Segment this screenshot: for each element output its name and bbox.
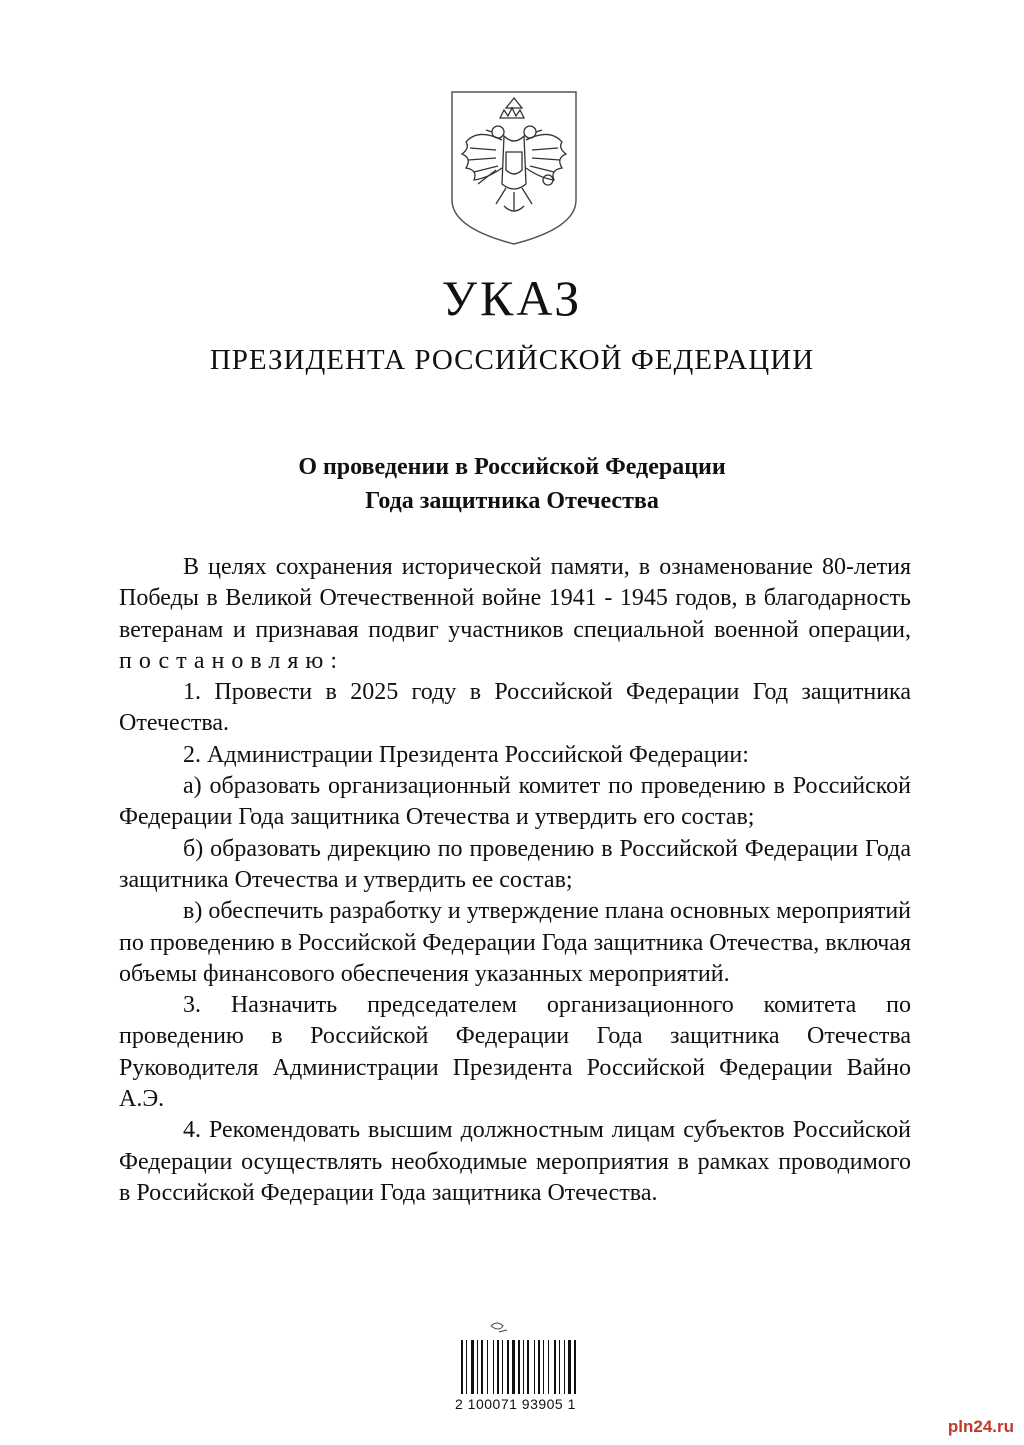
- coat-of-arms-icon: [448, 88, 580, 246]
- heading-line-2: Года защитника Отечества: [365, 488, 659, 514]
- barcode-bar: [523, 1340, 524, 1394]
- decree-body: [119, 552, 911, 1209]
- barcode-bar: [487, 1340, 488, 1394]
- watermark: pln24.ru: [944, 1415, 1018, 1439]
- preamble-paragraph: [119, 552, 911, 677]
- barcode-bar: [568, 1340, 571, 1394]
- paragraph-3: 3. Назначить председателем организационного комитета по проведению в Российской Федерации Года защитника Отечества Руководителя Администрации Президента Российской Федерации Вайно А.Э.: [119, 992, 911, 1113]
- preamble-text: В целях сохранения исторической памяти, в ознаменование 80-летия Победы в Великой Отечественной войне 1941 - 1945 годов, в благодарность ветеранам и признавая подвиг участников специальной военной операции,: [119, 554, 911, 643]
- barcode-bar: [507, 1340, 509, 1394]
- decree-heading: [0, 450, 1024, 518]
- barcode-bar: [481, 1340, 483, 1394]
- barcode-number: 2 100071 93905 1: [455, 1396, 576, 1412]
- paragraph-2a: а) образовать организационный комитет по проведению в Российской Федерации Года защитника Отечества и утвердить его состав;: [119, 773, 911, 831]
- barcode-bar: [548, 1340, 549, 1394]
- barcode-bar: [554, 1340, 556, 1394]
- paragraph-2c: в) обеспечить разработку и утверждение плана основных мероприятий по проведению в Российской Федерации Года защитника Отечества, включая объемы финансового обеспечения указанных мероприятий.: [119, 898, 911, 987]
- decree-word: постановляю:: [119, 647, 344, 674]
- document-subtitle: ПРЕЗИДЕНТА РОССИЙСКОЙ ФЕДЕРАЦИИ: [209, 344, 815, 376]
- barcode-bar: [502, 1340, 503, 1394]
- paragraph-4: 4. Рекомендовать высшим должностным лицам субъектов Российской Федерации осуществлять необходимые мероприятия в рамках проводимого в Российской Федерации Года защитника Отечества.: [119, 1117, 911, 1206]
- paragraph-1: 1. Провести в 2025 году в Российской Федерации Год защитника Отечества.: [119, 679, 911, 737]
- document-title: УКАЗ: [441, 270, 583, 326]
- barcode-bar: [466, 1340, 467, 1394]
- barcode-bar: [543, 1340, 544, 1394]
- barcode-bar: [559, 1340, 560, 1394]
- barcode-bar: [471, 1340, 474, 1394]
- barcode-bar: [461, 1340, 463, 1394]
- barcode-bar: [527, 1340, 529, 1394]
- barcode-bar: [477, 1340, 478, 1394]
- barcode-bar: [512, 1340, 515, 1394]
- barcode-bar: [518, 1340, 520, 1394]
- paragraph-2: 2. Администрации Президента Российской Федерации:: [183, 741, 749, 768]
- barcode-bar: [538, 1340, 540, 1394]
- barcode-bar: [493, 1340, 494, 1394]
- heading-line-1: О проведении в Российской Федерации: [298, 454, 726, 480]
- barcode-bar: [564, 1340, 565, 1394]
- barcode-bar: [497, 1340, 499, 1394]
- paragraph-2b: б) образовать дирекцию по проведению в Российской Федерации Года защитника Отечества и утвердить ее состав;: [119, 835, 911, 893]
- barcode-bar: [574, 1340, 576, 1394]
- barcode-bar: [534, 1340, 535, 1394]
